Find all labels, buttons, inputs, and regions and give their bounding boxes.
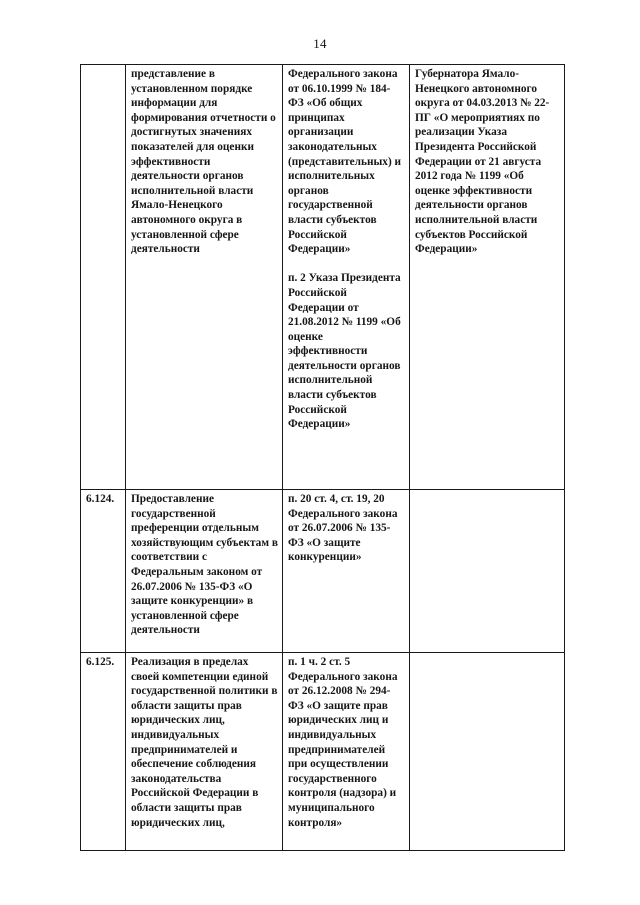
table-row (81, 490, 565, 653)
law-basis-cell: п. 20 ст. 4, ст. 19, 20 Федерального закона от 26.07.2006 № 135-ФЗ «О защите конкуренции» (283, 490, 410, 653)
item-number-cell (81, 65, 126, 490)
regional-act-cell: Губернатора Ямало-Ненецкого автономного округа от 04.03.2013 № 22-ПГ «О мероприятиях по реализации Указа Президента Российской Федерации от 21 августа 2012 года № 1199 «Об оценке эффективности деятельности органов исполнительной власти субъектов Российской Федерации» (410, 65, 565, 490)
table-row (81, 65, 565, 490)
item-number-cell: 6.124. (81, 490, 126, 653)
law-basis-cell: п. 1 ч. 2 ст. 5 Федерального закона от 26.12.2008 № 294-ФЗ «О защите прав юридических лиц и индивидуальных предпринимателей при осуществлении государственного контроля (надзора) и муниципального контроля» (283, 653, 410, 851)
regional-act-cell (410, 490, 565, 653)
function-cell: Предоставление государственной преференции отдельным хозяйствующим субъектам в соответствии с Федеральным законом от 26.07.2006 № 135-ФЗ «О защите конкуренции» в установленной сфере деятельности (126, 490, 283, 653)
table-row (81, 653, 565, 851)
function-cell: представление в установленном порядке информации для формирования отчетности о достигнутых значениях показателей для оценки эффективности деятельности органов исполнительной власти Ямало-Ненецкого автономного округа в установленной сфере деятельности (126, 65, 283, 490)
law-basis-cell: Федерального закона от 06.10.1999 № 184-ФЗ «Об общих принципах организации законодательных (представительных) и исполнительных органов государственной власти субъектов Российской Федерации» п. 2 Указа Президента Российской Федерации от 21.08.2012 № 1199 «Об оценке эффективности деятельности органов исполнительной власти субъектов Российской Федерации» (283, 65, 410, 490)
item-number-cell: 6.125. (81, 653, 126, 851)
regional-act-cell (410, 653, 565, 851)
page-number: 14 (313, 36, 327, 51)
regulation-table (80, 64, 565, 851)
function-cell: Реализация в пределах своей компетенции единой государственной политики в области защиты прав юридических лиц, индивидуальных предпринимателей и обеспечение соблюдения законодательства Российской Федерации в области защиты прав юридических лиц, (126, 653, 283, 851)
